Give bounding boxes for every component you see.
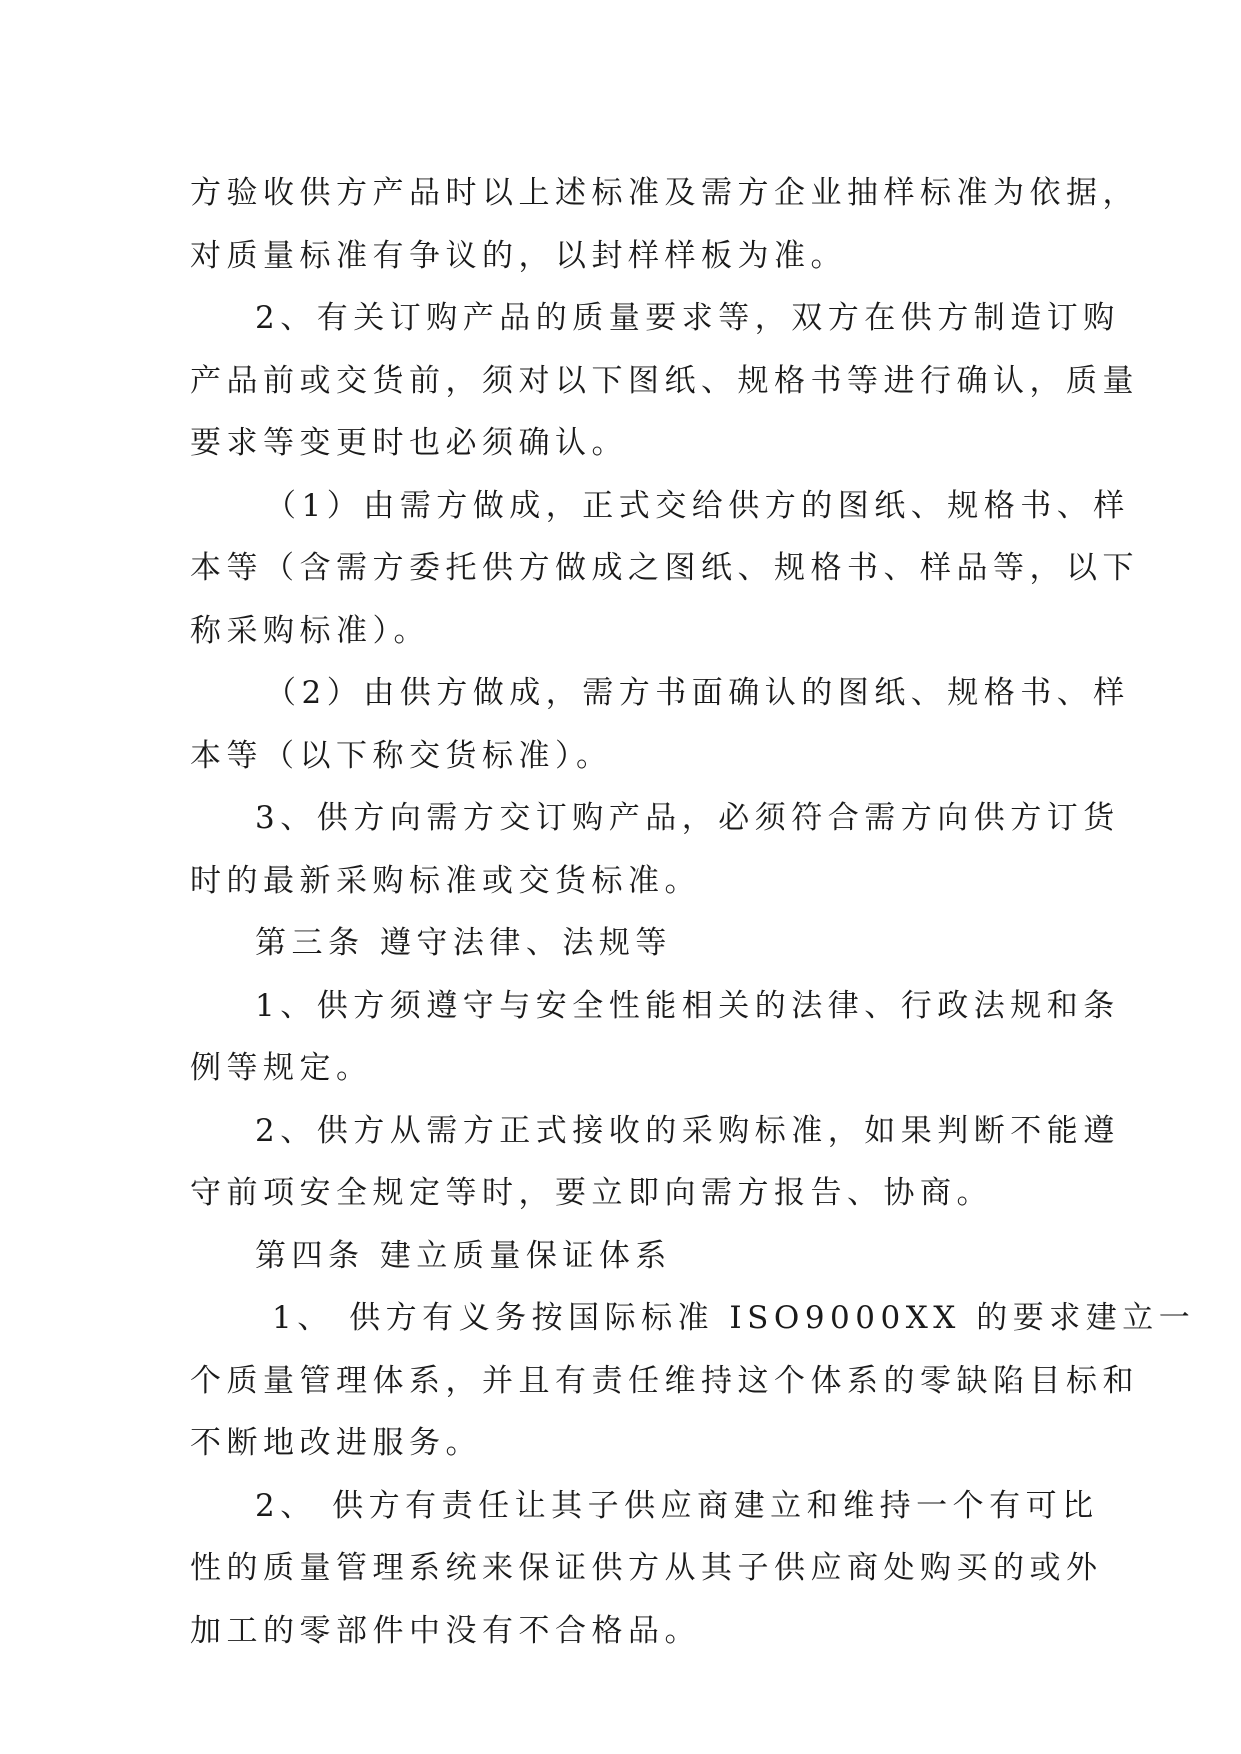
text-line: 要求等变更时也必须确认。 [190,425,628,461]
text-line: 产品前或交货前，须对以下图纸、规格书等进行确认，质量 [190,362,1139,399]
text-line: 本等（含需方委托供方做成之图纸、规格书、样品等，以下 [190,550,1139,586]
text-line: 2、有关订购产品的质量要求等，双方在供方制造订购 [255,300,1120,336]
document-body [190,162,1196,1662]
text-line: 个质量管理体系，并且有责任维持这个体系的零缺陷目标和 [190,1362,1139,1399]
text-line: 本等（以下称交货标准）。 [190,737,613,774]
section-heading: 第三条 遵守法律、法规等 [255,925,672,961]
text-line: 不断地改进服务。 [190,1425,482,1461]
text-line: （2）由供方做成，需方书面确认的图纸、规格书、样 [265,675,1130,711]
text-line: 例等规定。 [190,1050,373,1086]
text-line: 方验收供方产品时以上述标准及需方企业抽样标准为依据， [190,175,1139,211]
text-line: 加工的零部件中没有不合格品。 [190,1612,701,1649]
text-line: 2、 供方有责任让其子供应商建立和维持一个有可比 [255,1487,1099,1524]
text-line: 性的质量管理系统来保证供方从其子供应商处购买的或外 [190,1550,1103,1586]
text-line: 2、供方从需方正式接收的采购标准，如果判断不能遵 [255,1112,1120,1149]
text-line: 时的最新采购标准或交货标准。 [190,862,701,899]
text-line: 对质量标准有争议的，以封样样板为准。 [190,237,847,274]
text-line: 1、 供方有义务按国际标准 ISO9000XX 的要求建立一 [272,1300,1196,1336]
text-line: 3、供方向需方交订购产品，必须符合需方向供方订货 [255,800,1120,836]
text-line: （1）由需方做成，正式交给供方的图纸、规格书、样 [265,487,1130,524]
text-line: 守前项安全规定等时，要立即向需方报告、协商。 [190,1175,993,1211]
text-line: 1、供方须遵守与安全性能相关的法律、行政法规和条 [255,987,1120,1024]
text-line: 称采购标准）。 [190,612,430,649]
section-heading: 第四条 建立质量保证体系 [255,1237,672,1274]
